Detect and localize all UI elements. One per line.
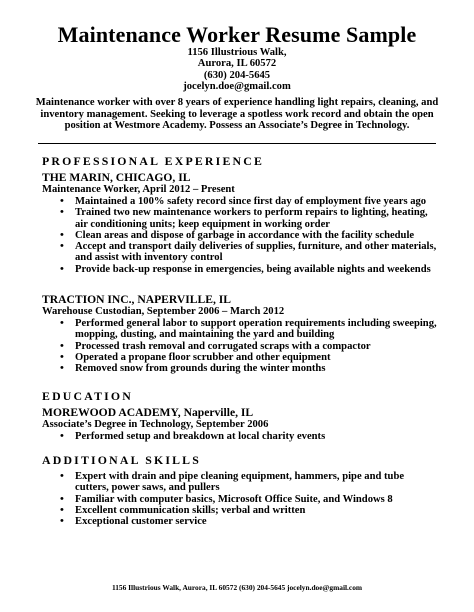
education-bullet-list [60,431,440,442]
job-bullet: • Accept and transport daily deliveries of supplies, furniture, and other materials, and assist with inventory control [60,241,440,264]
job-bullet-list [60,196,440,275]
job-bullet-list [60,318,440,374]
job-bullet: • Trained two new maintenance workers to perform repairs to lighting, heating, air conditioning units; keep equipment in working order [60,207,440,230]
summary-paragraph: Maintenance worker with over 8 years of experience handling light repairs, cleaning, and inventory management. Seeking to leverage a spotless work record and obtain the open position at Westmore Academy. Possess an Associate’s Degree in Technology. [35,97,439,132]
city-line: Aurora, IL 60572 [197,58,277,70]
skill-bullet: • Excellent communication skills; verbal and written [60,505,440,516]
phone-line: (630) 204-5645 [203,69,271,81]
experience-section-title: PROFESSIONAL EXPERIENCE [42,154,265,168]
email-line: jocelyn.doe@gmail.com [183,81,291,93]
education-bullet: • Performed setup and breakdown at local charity events [60,431,440,442]
resume-title: Maintenance Worker Resume Sample [57,22,417,47]
job-bullet: • Performed general labor to support operation requirements including sweeping, mopping, dusting, and maintaining the yard and building [60,318,440,341]
job-bullet: • Removed snow from grounds during the winter months [60,363,440,374]
job-company: THE MARIN, CHICAGO, IL [42,171,191,184]
job-bullet: • Maintained a 100% safety record since first day of employment five years ago [60,196,440,207]
job-bullet: • Provide back-up response in emergencies, being available nights and weekends [60,264,440,275]
section-divider [38,143,436,144]
skill-bullet: • Exceptional customer service [60,516,440,527]
job-company: TRACTION INC., NAPERVILLE, IL [42,293,231,306]
skills-bullet-list [60,471,440,527]
contact-block [0,47,474,93]
skills-section-title: ADDITIONAL SKILLS [42,453,202,467]
school-name: MOREWOOD ACADEMY, Naperville, IL [42,406,254,419]
skill-bullet: • Familiar with computer basics, Microsoft Office Suite, and Windows 8 [60,494,440,505]
job-bullet: • Processed trash removal and corrugated scraps with a compactor [60,341,440,352]
job-role: Maintenance Worker, April 2012 – Present [42,184,235,195]
skill-bullet: • Expert with drain and pipe cleaning equipment, hammers, pipe and tube cutters, power saws, and pullers [60,471,440,494]
address-line: 1156 Illustrious Walk, [187,47,287,58]
education-section-title: EDUCATION [42,389,134,403]
footer-contact: 1156 Illustrious Walk, Aurora, IL 60572 (630) 204-5645 jocelyn.doe@gmail.com [111,583,363,592]
job-bullet: • Operated a propane floor scrubber and other equipment [60,352,440,363]
job-role: Warehouse Custodian, September 2006 – March 2012 [42,306,285,317]
job-bullet: • Clean areas and dispose of garbage in accordance with the facility schedule [60,230,440,241]
degree-line: Associate’s Degree in Technology, September 2006 [42,419,269,430]
